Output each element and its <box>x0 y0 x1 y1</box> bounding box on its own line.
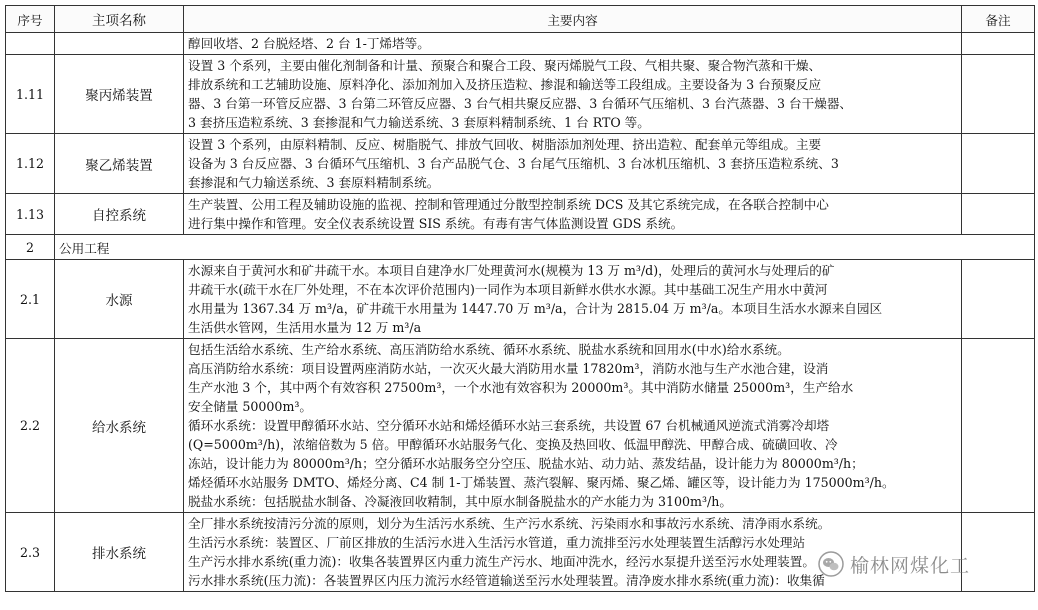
content-line: 排放系统和工艺辅助设施、原料净化、添加剂加入及挤压造粒、掺混和输送等工段组成。主要设备为 3 台预聚反应 <box>188 77 822 92</box>
content-line: 高压消防给水系统：项目设置两座消防水站，一次灭火最大消防用水量 17820m³，消防水池与生产水池合建，设消 <box>188 361 829 376</box>
content-line: 全厂排水系统按清污分流的原则，划分为生活污水系统、生产污水系统、污染雨水和事故污水系统、清净雨水系统。 <box>188 516 831 531</box>
row-name: 排水系统 <box>55 513 184 592</box>
content-line: 生产水池 3 个，其中两个有效容积 27500m³，一个水池有效容积为 20000m³。其中消防水储量 25000m³，生产给水 <box>188 380 854 395</box>
row-no: 2.1 <box>6 260 55 339</box>
project-content-table <box>5 5 1035 592</box>
content-line: 醇回收塔、2 台脱烃塔、2 台 1-丁烯塔等。 <box>188 36 430 51</box>
content-line: 脱盐水系统：包括脱盐水制备、冷凝液回收精制，其中原水制备脱盐水的产水能力为 3100m³/h。 <box>188 494 732 509</box>
watermark <box>818 546 1038 582</box>
row-name: 给水系统 <box>55 339 184 513</box>
table-row <box>6 194 1035 235</box>
row-no: 1.11 <box>6 55 55 134</box>
content-line: 循环水系统：设置甲醇循环水站、空分循环水站和烯烃循环水站三套系统，共设置 67 台机械通风逆流式消雾冷却塔 <box>188 418 830 433</box>
row-content <box>184 134 962 194</box>
table-header-row <box>6 6 1035 33</box>
row-no: 2 <box>6 235 55 260</box>
header-name: 主项名称 <box>55 6 184 33</box>
content-line: 进行集中操作和管理。安全仪表系统设置 SIS 系统。有毒有害气体监测设置 GDS 系统。 <box>188 216 684 231</box>
section-row <box>6 235 1035 260</box>
content-line: 套掺混和气力输送系统、3 套原料精制系统。 <box>188 175 440 190</box>
table-row <box>6 134 1035 194</box>
content-line: 设置 3 个系列，主要由催化剂制备和计量、预聚合和聚合工段、聚丙烯脱气工段、气相共聚、聚合物汽蒸和干燥、 <box>188 58 822 73</box>
table-row <box>6 339 1035 513</box>
table-body <box>6 33 1035 592</box>
row-name: 聚乙烯装置 <box>55 134 184 194</box>
row-name <box>55 33 184 55</box>
row-content <box>184 33 962 55</box>
content-line: 设备为 3 台反应器、3 台循环气压缩机、3 台产品脱气仓、3 台尾气压缩机、3 台冰机压缩机、3 套挤压造粒系统、3 <box>188 156 839 171</box>
row-note <box>962 339 1035 513</box>
row-no: 1.13 <box>6 194 55 235</box>
content-line: 冻站，设计能力为 80000m³/h；空分循环水站服务空分空压、脱盐水站、动力站、蒸发结晶，设计能力为 80000m³/h； <box>188 456 864 471</box>
row-content <box>184 260 962 339</box>
header-note: 备注 <box>962 6 1035 33</box>
row-name: 水源 <box>55 260 184 339</box>
row-no: 2.2 <box>6 339 55 513</box>
row-content <box>184 339 962 513</box>
content-line: 包括生活给水系统、生产给水系统、高压消防给水系统、循环水系统、脱盐水系统和回用水(中水)给水系统。 <box>188 342 790 357</box>
row-content <box>184 55 962 134</box>
content-line: 污水排水系统(压力流)：各装置界区内压力流污水经管道输送至污水处理装置。清净废水排水系统(重力流)：收集循 <box>188 573 825 588</box>
row-no: 2.3 <box>6 513 55 592</box>
row-note <box>962 194 1035 235</box>
content-line: 器、3 台第一环管反应器、3 台第二环管反应器、3 台气相共聚反应器、3 台循环气压缩机、3 台汽蒸器、3 台干燥器、 <box>188 96 853 111</box>
row-note <box>962 260 1035 339</box>
content-line: 井疏干水(疏干水在厂外处理，不在本次评价范围内)一同作为本项目新鲜水供水水源。其中基础工况生产用水中黄河 <box>188 282 828 297</box>
content-line: 烯烃循环水站服务 DMTO、烯烃分离、C4 制 1-丁烯装置、蒸汽裂解、聚丙烯、聚乙烯、罐区等，设计能力为 175000m³/h。 <box>188 475 895 490</box>
content-line: 生活污水系统：装置区、厂前区排放的生活污水进入生活污水管道，重力流排至污水处理装置生活醇污水处理站 <box>188 535 806 550</box>
row-content <box>184 194 962 235</box>
content-line: 生活供水管网，生活用水量为 12 万 m³/a <box>188 320 422 335</box>
content-line: 3 套挤压造粒系统、3 套掺混和气力输送系统、3 套原料精制系统、1 台 RTO 等。 <box>188 115 650 130</box>
watermark-text: 榆林网煤化工 <box>850 554 971 577</box>
content-line: 生产污水排水系统(重力流)：收集各装置界区内重力流生产污水、地面冲洗水，经污水泵提升送至污水处理装置。 <box>188 554 815 569</box>
header-content: 主要内容 <box>184 6 962 33</box>
table-row <box>6 55 1035 134</box>
header-no: 序号 <box>6 6 55 33</box>
content-line: 安全储量 50000m³。 <box>188 399 313 414</box>
table-row <box>6 260 1035 339</box>
table-row <box>6 33 1035 55</box>
row-no: 1.12 <box>6 134 55 194</box>
content-line: 设置 3 个系列，由原料精制、反应、树脂脱气、排放气回收、树脂添加剂处理、挤出造粒、配套单元等组成。主要 <box>188 137 822 152</box>
row-note <box>962 134 1035 194</box>
section-title: 公用工程 <box>55 235 1035 260</box>
row-no <box>6 33 55 55</box>
wechat-logo-icon <box>818 551 844 577</box>
content-line: 生产装置、公用工程及辅助设施的监视、控制和管理通过分散型控制系统 DCS 及其它系统完成，在各联合控制中心 <box>188 197 829 212</box>
row-name: 自控系统 <box>55 194 184 235</box>
content-line: 水用量为 1367.34 万 m³/a，矿井疏干水用量为 1447.70 万 m³/a，合计为 2815.04 万 m³/a。本项目生活水水源来自园区 <box>188 301 883 316</box>
content-line: 水源来自于黄河水和矿井疏干水。本项目自建净水厂处理黄河水(规模为 13 万 m³/d)，处理后的黄河水与处理后的矿 <box>188 263 835 278</box>
content-line: (Q=5000m³/h)，浓缩倍数为 5 倍。甲醇循环水站服务气化、变换及热回收、低温甲醇洗、甲醇合成、硫磺回收、冷 <box>188 437 838 452</box>
row-note <box>962 55 1035 134</box>
row-note <box>962 33 1035 55</box>
row-name: 聚丙烯装置 <box>55 55 184 134</box>
